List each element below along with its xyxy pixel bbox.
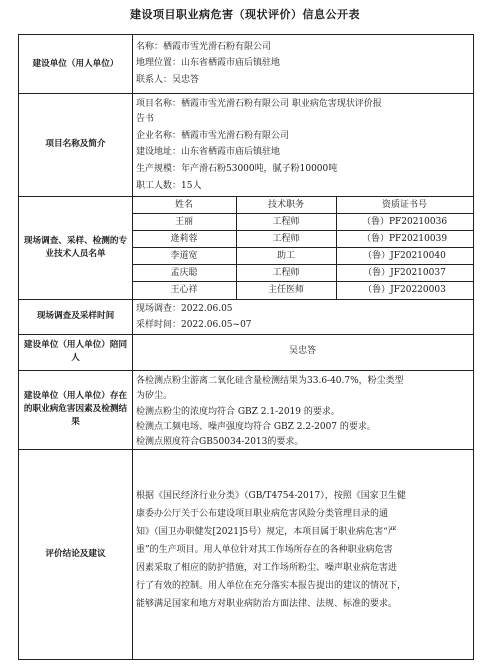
accompany-label: 建设单位（用人单位）陪同人 [23,340,128,363]
conclusion-line: 能够满足国家和地方对职业病防治方面法律、法规、标准的要求。 [136,599,398,609]
project-scale: 生产规模：年产滑石粉53000吨，腻子粉10000吨 [136,164,338,174]
conclusion-line: 因素采取了相应的防护措施，对工作场所粉尘、噪声职业病危害进 [136,563,398,573]
conclusion-line: 行了有效的控制。用人单位在充分落实本报告提出的建议的情况下， [136,581,407,591]
tech-row-border [132,213,473,214]
tech-row-name: 李道宽 [170,251,198,261]
tech-row-border [132,264,473,265]
conclusion-line: 知》（国卫办职健发[2021]5号）规定，本项目属于职业病危害“严 [136,527,397,537]
tech-header-cert: 资质证书号 [381,200,427,210]
tech-row-name: 逄莉蓉 [170,234,198,244]
employer-contact: 联系人：吴忠答 [136,75,200,85]
tech-row-name: 王心祥 [170,285,198,295]
tech-row-cert: （鲁）JF20210037 [363,268,446,278]
survey-label: 现场调查及采样时间 [36,311,115,321]
hazards-line: 为矽尘。 [136,391,173,401]
tech-row-border [132,281,473,282]
document-title: 建设项目职业病危害（现状评价）信息公开表 [130,8,360,21]
hazards-line: 各检测点粉尘游离二氧化硅含量检测结果为33.6-40.7%，粉尘类型 [136,376,404,386]
tech-row-name: 王丽 [174,217,193,227]
project-staff: 职工人数：15人 [136,181,202,191]
sampling-date: 采样时间：2022.06.05~07 [136,320,252,330]
conclusion-label: 评价结论及建议 [45,548,106,559]
survey-date: 现场调查：2022.06.05 [136,304,233,314]
hazards-line: 检测点粉尘的浓度均符合 GBZ 2.1-2019 的要求。 [136,407,340,417]
tech-row-title: 助工 [276,251,295,261]
project-address: 建设地址：山东省栖霞市庙后镇驻地 [136,147,281,157]
tech-header-name: 姓名 [174,200,193,210]
tech-header-title: 技术职务 [267,200,304,210]
conclusion-line: 康委办公厅关于公布建设项目职业病危害风险分类管理目录的通 [136,509,389,519]
tech-row-cert: （鲁）PF20210039 [361,234,448,244]
tech-row-title: 主任医师 [267,285,304,295]
hazards-label: 建设单位（用人单位）存在的职业病危害因素及检测结果 [23,391,128,427]
tech-row-cert: （鲁）JF20220003 [363,285,446,295]
employer-name: 名称：栖霞市雪光滑石粉有限公司 [136,42,272,52]
project-name-line1: 项目名称：栖霞市雪光滑石粉有限公司 职业病危害现状评价报 [136,99,382,109]
accompany-name: 吴忠答 [288,346,316,356]
tech-row-border [132,230,473,231]
project-enterprise: 企业名称：栖霞市雪光滑石粉有限公司 [136,131,290,141]
hazards-line: 检测点照度符合GB50034-2013的要求。 [136,437,304,447]
tech-row-name: 孟庆聪 [170,268,198,278]
employer-location: 地理位置：山东省栖霞市庙后镇驻地 [136,58,281,68]
tech-row-border [132,247,473,248]
employer-label: 建设单位（用人单位） [32,58,119,69]
project-name-line2: 告书 [136,114,155,124]
hazards-line: 检测点工频电场、噪声强度均符合 GBZ 2.2-2007 的要求。 [136,422,376,432]
tech-row-title: 工程师 [272,234,300,244]
tech-row-cert: （鲁）JF20210040 [363,251,446,261]
project-label: 项目名称及简介 [45,139,106,149]
tech-row-title: 工程师 [272,217,300,227]
conclusion-line: 重”的生产项目。用人单位针对其工作场所存在的各种职业病危害 [136,545,393,555]
info-table [18,34,474,660]
tech-row-cert: （鲁）PF20210036 [361,217,448,227]
tech-row-title: 工程师 [272,268,300,278]
technicians-label: 现场调查、采样、检测的专业技术人员名单 [23,235,128,259]
conclusion-line: 根据《国民经济行业分类》（GB/T4754-2017），按照《国家卫生健 [136,491,406,501]
